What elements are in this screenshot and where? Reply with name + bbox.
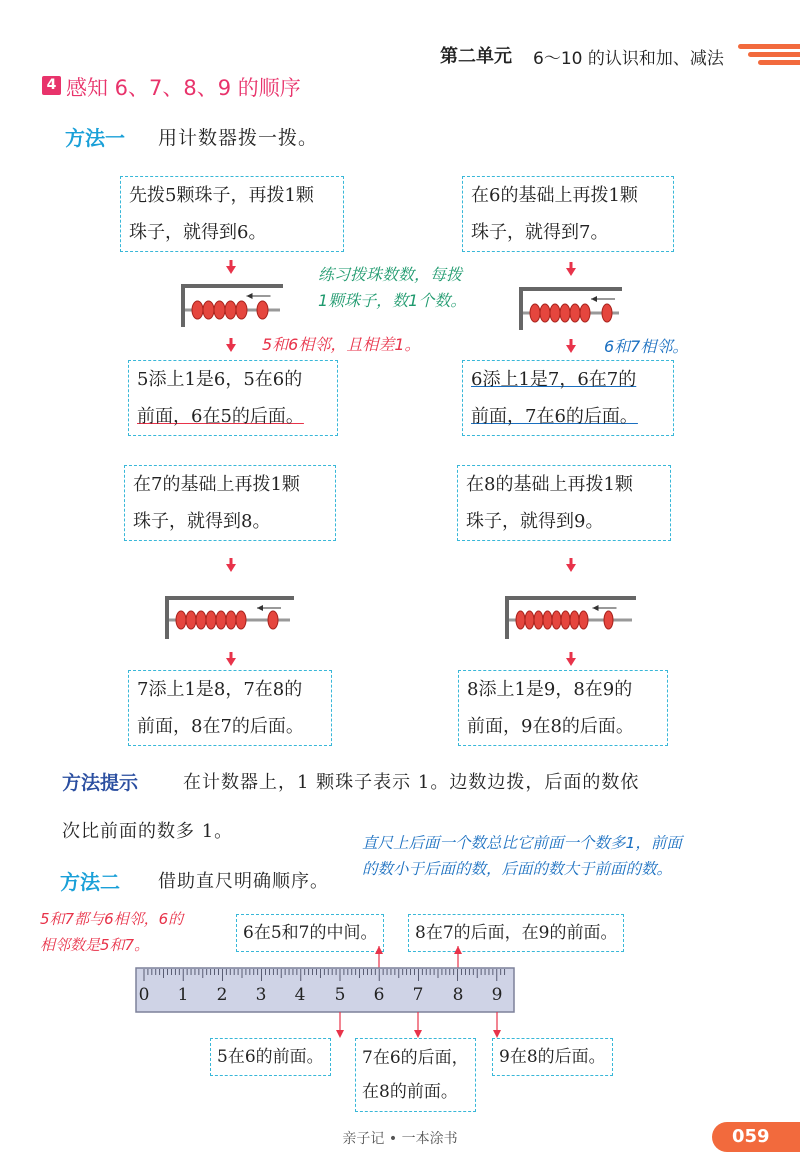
abacus-bead: [216, 611, 226, 629]
method1-text: 用计数器拨一拨。: [158, 127, 319, 149]
method2-text: 借助直尺明确顺序。: [158, 871, 329, 892]
abacus-bead: [561, 611, 570, 629]
abacus-bead: [176, 611, 186, 629]
step4-result-box: [458, 670, 668, 746]
down-arrow-icon: [226, 652, 236, 666]
abacus-bead: [534, 611, 543, 629]
red-ruler-note: 5和7都与6相邻，6的 相邻数是5和7。: [40, 910, 184, 954]
tip-label: 方法提示: [62, 772, 139, 794]
method1-label: 方法一: [65, 126, 125, 150]
section-title: 感知 6、7、8、9 的顺序: [66, 76, 301, 100]
tip-line1: 在计数器上，1 颗珠子表示 1。边数边拨，后面的数依: [183, 772, 640, 793]
red-note-5-6: 5和6相邻，且相差1。: [262, 335, 421, 354]
ruler-number: 2: [216, 985, 228, 1005]
step2-result-box: [462, 360, 674, 436]
step3-instruction-line2: 珠子，就得到8。: [133, 511, 271, 532]
abacus-bead: [236, 301, 247, 319]
abacus-step3: [164, 594, 296, 642]
page-number: 059: [712, 1122, 800, 1152]
abacus-step1: [180, 282, 285, 330]
step4-instruction-line2: 珠子，就得到9。: [466, 511, 604, 532]
unit-title: 第二单元: [440, 46, 512, 67]
step4-result-line2: 前面，9在8的后面。: [467, 716, 634, 737]
move-left-arrow-head: [591, 296, 597, 302]
abacus-added-bead: [602, 304, 612, 322]
abacus-bead: [236, 611, 246, 629]
abacus-bead: [570, 304, 580, 322]
down-arrow-icon: [566, 558, 576, 572]
ruler-number: 4: [294, 985, 306, 1005]
abacus-bead: [525, 611, 534, 629]
ruler-label-7: 7在6的后面， 在8的前面。: [355, 1038, 476, 1112]
abacus-bead: [543, 611, 552, 629]
step4-instruction-line1: 在8的基础上再拨1颗: [466, 474, 633, 495]
ruler-number: 9: [491, 985, 503, 1005]
step2-instruction-line2: 珠子，就得到7。: [471, 222, 609, 243]
topic-title: 6～10 的认识和加、减法: [533, 49, 724, 69]
ruler-label-9: 9在8的后面。: [492, 1038, 613, 1076]
green-note: 练习拨珠数数，每拨 1颗珠子，数1个数。: [318, 265, 467, 310]
step1-result-line1: 5添上1是6，5在6的: [137, 369, 303, 390]
method2-label: 方法二: [60, 870, 120, 894]
ruler-number: 0: [138, 985, 150, 1005]
abacus-bead: [530, 304, 540, 322]
abacus-bead: [225, 301, 236, 319]
abacus-bead: [560, 304, 570, 322]
step1-instruction-box: [120, 176, 344, 252]
ruler-label-6-middle: 6在5和7的中间。: [236, 914, 384, 952]
blue-note-6-7: 6和7相邻。: [604, 337, 689, 356]
step3-instruction-box: [124, 465, 336, 541]
down-arrow-icon: [226, 558, 236, 572]
ruler-number: 3: [255, 985, 267, 1005]
ruler-number: 6: [373, 985, 385, 1005]
tip-line2: 次比前面的数多 1。: [62, 821, 234, 842]
step1-result-line2: 前面，6在5的后面。: [137, 406, 304, 427]
abacus-bead: [186, 611, 196, 629]
abacus-bead: [579, 611, 588, 629]
step3-instruction-line1: 在7的基础上再拨1颗: [133, 474, 300, 495]
abacus-bead: [552, 611, 561, 629]
abacus-bead: [192, 301, 203, 319]
abacus-bead: [570, 611, 579, 629]
ruler-number: 5: [334, 985, 346, 1005]
ruler: [134, 944, 518, 1014]
step1-result-box: [128, 360, 338, 436]
abacus-bead: [196, 611, 206, 629]
step1-instruction-line2: 珠子，就得到6。: [129, 222, 267, 243]
abacus-bead: [226, 611, 236, 629]
abacus-bead: [214, 301, 225, 319]
move-left-arrow-head: [247, 293, 253, 299]
abacus-bead: [516, 611, 525, 629]
abacus-added-bead: [268, 611, 278, 629]
abacus-bead: [540, 304, 550, 322]
move-left-arrow-head: [257, 605, 263, 611]
step4-result-line1: 8添上1是9，8在9的: [467, 679, 633, 700]
step2-instruction-line1: 在6的基础上再拨1颗: [471, 185, 638, 206]
header-stripe-2: [748, 52, 800, 57]
abacus-bead: [550, 304, 560, 322]
ruler-number: 1: [177, 985, 189, 1005]
abacus-added-bead: [257, 301, 268, 319]
step3-result-box: [128, 670, 332, 746]
abacus-bead: [580, 304, 590, 322]
ruler-number: 7: [412, 985, 424, 1005]
header-stripe-1: [738, 44, 800, 49]
blue-ruler-note: 直尺上后面一个数总比它前面一个数多1，前面 的数小于后面的数，后面的数大于前面的数。: [362, 834, 682, 878]
abacus-step4: [504, 594, 638, 642]
move-left-arrow-head: [593, 605, 599, 611]
abacus-added-bead: [604, 611, 613, 629]
abacus-bead: [206, 611, 216, 629]
step3-result-line1: 7添上1是8，7在8的: [137, 679, 303, 700]
step1-instruction-line1: 先拨5颗珠子，再拨1颗: [129, 185, 314, 206]
ruler-label-5: 5在6的前面。: [210, 1038, 331, 1076]
ruler-down-arrows: [330, 1012, 510, 1040]
down-arrow-icon: [566, 652, 576, 666]
section-number-badge: 4: [42, 76, 61, 95]
down-arrow-icon: [226, 338, 236, 352]
header-stripe-3: [758, 60, 800, 65]
step2-result-line2: 前面，7在6的后面。: [471, 406, 638, 427]
abacus-bead: [203, 301, 214, 319]
step4-instruction-box: [457, 465, 671, 541]
down-arrow-icon: [566, 262, 576, 276]
down-arrow-icon: [566, 339, 576, 353]
abacus-step2: [518, 285, 624, 333]
down-arrow-icon: [226, 260, 236, 274]
step2-result-line1: 6添上1是7，6在7的: [471, 369, 637, 390]
step2-instruction-box: [462, 176, 674, 252]
ruler-number: 8: [452, 985, 464, 1005]
ruler-label-8-position: 8在7的后面，在9的前面。: [408, 914, 624, 952]
footer-text: 亲子记 • 一本涂书: [342, 1131, 458, 1147]
step3-result-line2: 前面，8在7的后面。: [137, 716, 304, 737]
